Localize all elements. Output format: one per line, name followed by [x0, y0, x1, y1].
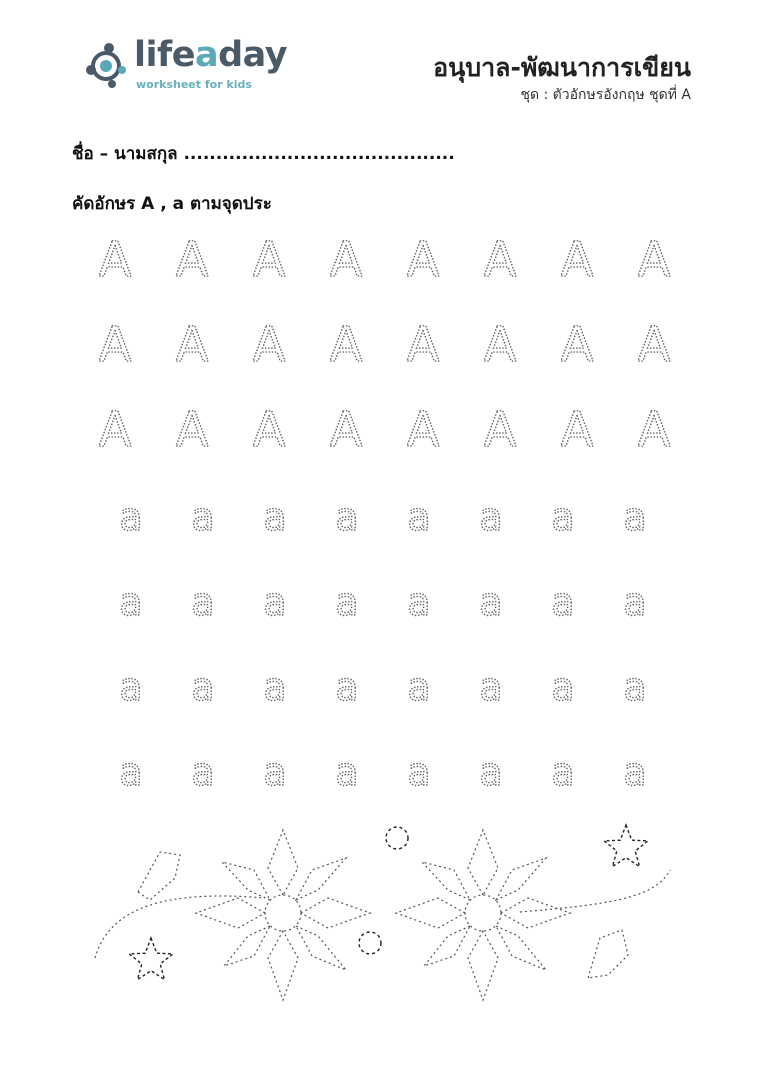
lowercase-trace-letter: a: [479, 580, 503, 624]
lowercase-trace-letter: a: [191, 665, 215, 709]
lowercase-trace-letter: a: [263, 495, 287, 539]
lowercase-trace-letter: a: [623, 750, 647, 794]
uppercase-trace-letter: A: [329, 402, 363, 458]
lowercase-trace-letter: a: [119, 580, 143, 624]
uppercase-trace-letter: A: [98, 317, 132, 373]
lowercase-trace-letter: a: [623, 580, 647, 624]
uppercase-trace-letter: A: [252, 232, 286, 288]
uppercase-trace-letter: A: [406, 402, 440, 458]
lowercase-trace-letter: a: [119, 750, 143, 794]
uppercase-trace-letter: A: [252, 317, 286, 373]
lowercase-tracing-grid: [119, 495, 646, 794]
lowercase-trace-letter: a: [263, 750, 287, 794]
lowercase-trace-letter: a: [551, 665, 575, 709]
lowercase-trace-letter: a: [119, 665, 143, 709]
lowercase-trace-letter: a: [263, 665, 287, 709]
name-field-line: ชื่อ – นามสกุล ..........................................: [72, 144, 455, 164]
uppercase-trace-letter: A: [483, 232, 517, 288]
uppercase-trace-letter: A: [329, 232, 363, 288]
lowercase-trace-letter: a: [335, 495, 359, 539]
lowercase-trace-letter: a: [623, 495, 647, 539]
lowercase-trace-letter: a: [551, 750, 575, 794]
instruction-text: คัดอักษร A , a ตามจุดประ: [72, 194, 272, 214]
uppercase-trace-letter: A: [175, 317, 209, 373]
logo-wordmark: lifeaday: [134, 35, 288, 75]
star-icon: [604, 825, 648, 867]
lowercase-trace-letter: a: [551, 580, 575, 624]
lowercase-trace-letter: a: [191, 495, 215, 539]
lowercase-trace-letter: a: [407, 495, 431, 539]
lowercase-trace-letter: a: [335, 750, 359, 794]
lowercase-trace-letter: a: [551, 495, 575, 539]
uppercase-trace-letter: A: [560, 317, 594, 373]
flower-icon: [396, 830, 570, 1000]
lowercase-trace-letter: a: [335, 580, 359, 624]
uppercase-trace-letter: A: [98, 232, 132, 288]
flower-icon: [196, 830, 370, 1000]
lowercase-trace-letter: a: [263, 580, 287, 624]
uppercase-trace-letter: A: [483, 317, 517, 373]
logo-tagline: worksheet for kids: [136, 78, 252, 91]
lowercase-trace-letter: a: [191, 580, 215, 624]
uppercase-trace-letter: A: [483, 402, 517, 458]
uppercase-tracing-grid: [99, 232, 671, 458]
lowercase-trace-letter: a: [407, 665, 431, 709]
lowercase-trace-letter: a: [191, 750, 215, 794]
page-subtitle: ชุด : ตัวอักษรอังกฤษ ชุดที่ A: [520, 87, 691, 103]
circle-icon: [386, 827, 408, 849]
uppercase-trace-letter: A: [175, 232, 209, 288]
uppercase-trace-letter: A: [637, 317, 671, 373]
lowercase-trace-letter: a: [479, 495, 503, 539]
star-icon: [129, 938, 173, 980]
lowercase-trace-letter: a: [119, 495, 143, 539]
uppercase-trace-letter: A: [329, 317, 363, 373]
uppercase-trace-letter: A: [560, 232, 594, 288]
uppercase-trace-letter: A: [406, 232, 440, 288]
lowercase-trace-letter: a: [479, 665, 503, 709]
uppercase-trace-letter: A: [98, 402, 132, 458]
lowercase-trace-letter: a: [335, 665, 359, 709]
uppercase-trace-letter: A: [637, 402, 671, 458]
lowercase-trace-letter: a: [623, 665, 647, 709]
decoration: [95, 827, 670, 1000]
leaf-icon: [588, 930, 628, 978]
stem-right: [520, 870, 670, 912]
uppercase-trace-letter: A: [406, 317, 440, 373]
uppercase-trace-letter: A: [252, 402, 286, 458]
page-title: อนุบาล-พัฒนาการเขียน: [433, 53, 691, 82]
uppercase-trace-letter: A: [637, 232, 671, 288]
leaf-icon: [138, 852, 180, 900]
stars: [129, 825, 648, 980]
lowercase-trace-letter: a: [407, 750, 431, 794]
lowercase-trace-letter: a: [479, 750, 503, 794]
circle-icon: [359, 932, 381, 954]
lowercase-trace-letter: a: [407, 580, 431, 624]
uppercase-trace-letter: A: [175, 402, 209, 458]
uppercase-trace-letter: A: [560, 402, 594, 458]
